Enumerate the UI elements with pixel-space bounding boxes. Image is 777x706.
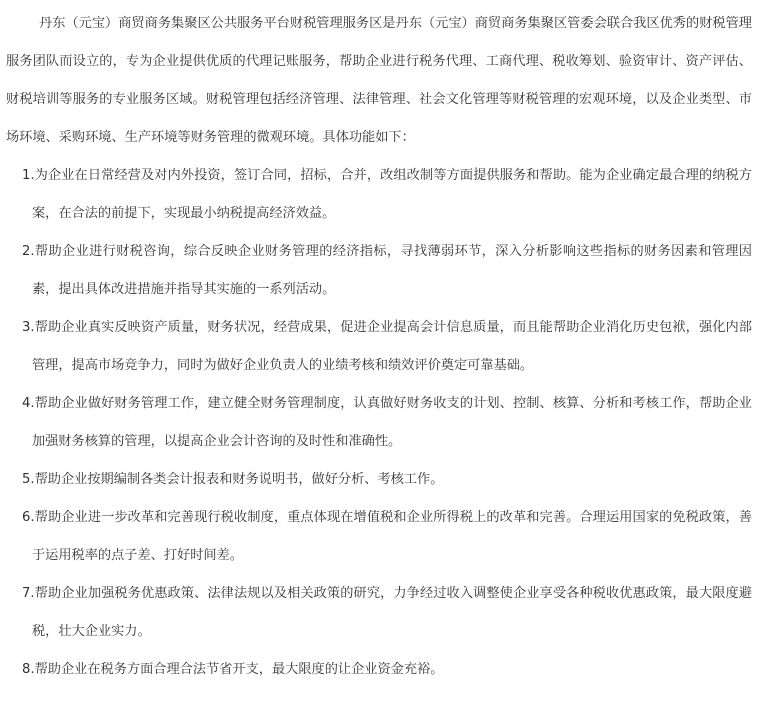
list-item: 8.帮助企业在税务方面合理合法节省开支，最大限度的让企业资金充裕。 bbox=[22, 662, 444, 677]
function-list bbox=[22, 157, 752, 689]
list-item: 2.帮助企业进行财税咨询，综合反映企业财务管理的经济指标，寻找薄弱环节，深入分析影响这些指标的财务因素和管理因素，提出具体改进措施并指导其实施的一系列活动。 bbox=[22, 244, 752, 297]
list-item: 6.帮助企业进一步改革和完善现行税收制度，重点体现在增值税和企业所得税上的改革和完善。合理运用国家的免税政策，善于运用税率的点子差、打好时间差。 bbox=[22, 510, 752, 563]
list-item: 1.为企业在日常经营及对内外投资，签订合同，招标，合并，改组改制等方面提供服务和帮助。能为企业确定最合理的纳税方案，在合法的前提下，实现最小纳税提高经济效益。 bbox=[22, 168, 752, 221]
list-item: 7.帮助企业加强税务优惠政策、法律法规以及相关政策的研究，力争经过收入调整使企业享受各种税收优惠政策，最大限度避税，壮大企业实力。 bbox=[22, 586, 752, 639]
list-item: 3.帮助企业真实反映资产质量，财务状况，经营成果，促进企业提高会计信息质量，而且能帮助企业消化历史包袱，强化内部管理，提高市场竞争力，同时为做好企业负责人的业绩考核和绩效评价奠定可靠基础。 bbox=[22, 320, 752, 373]
list-item: 5.帮助企业按期编制各类会计报表和财务说明书，做好分析、考核工作。 bbox=[22, 472, 444, 487]
intro-paragraph: 丹东（元宝）商贸商务集聚区公共服务平台财税管理服务区是丹东（元宝）商贸商务集聚区管委会联合我区优秀的财税管理服务团队而设立的，专为企业提供优质的代理记账服务，帮助企业进行税务代理、工商代理、税收筹划、验资审计、资产评估、财税培训等服务的专业服务区域。财税管理包括经济管理、法律管理、社会文化管理等财税管理的宏观环境，以及企业类型、市场环境、采购环境、生产环境等财务管理的微观环境。具体功能如下： bbox=[6, 16, 752, 145]
list-item: 4.帮助企业做好财务管理工作，建立健全财务管理制度，认真做好财务收支的计划、控制、核算、分析和考核工作，帮助企业加强财务核算的管理，以提高企业会计咨询的及时性和准确性。 bbox=[22, 396, 752, 449]
